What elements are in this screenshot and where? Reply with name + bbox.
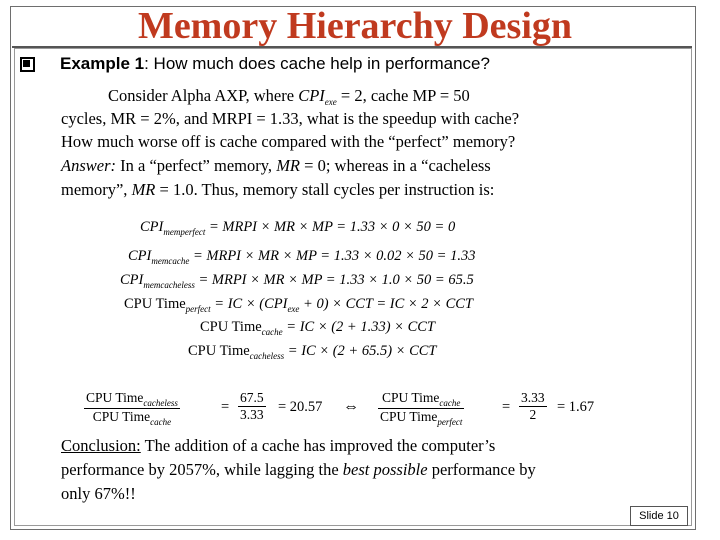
double-arrow-icon: ⇔ <box>343 398 359 415</box>
fraction-speedup-values: $\frac{67.5}{3.33}$ <box>240 390 264 422</box>
fraction-perfect-lhs: CPU Time$_{cache}$ CPU Time$_{perfect}$ <box>380 390 463 427</box>
equation-cpu-time-perfect: CPU Time$_{perfect}$ = IC × $(CPI_{exe} + 0)$ × CCT = IC × 2 × CCT <box>124 296 473 314</box>
slide-title: Memory Hierarchy Design <box>137 5 573 47</box>
example-heading <box>60 54 490 74</box>
fraction-perfect-values: $\frac{3.33}{2}$ <box>521 390 545 422</box>
conclusion-line-2: performance by 2057%, while lagging the best possible performance by <box>61 460 536 479</box>
equation-cpi-mem-cacheless: $CPI_{memcacheless}$ = MRPI × MR × MP = 1.33 × 1.0 × 50 = 65.5 <box>120 272 474 290</box>
body-line-4: Answer: In a “perfect” memory, MR = 0; whereas in a “cacheless <box>61 156 491 175</box>
fraction-speedup-result: = 20.57 <box>278 399 323 415</box>
conclusion-line-1: Conclusion: The addition of a cache has improved the computer’s <box>61 436 496 455</box>
fraction-equals-1: = <box>221 399 230 415</box>
square-bullet-icon <box>20 57 35 72</box>
fraction-speedup-lhs: CPU Time$_{cacheless}$ CPU Time$_{cache}$ <box>86 390 178 427</box>
equation-cpi-mem-cache: $CPI_{memcache}$ = MRPI × MR × MP = 1.33 × 0.02 × 50 = 1.33 <box>128 248 476 266</box>
equation-cpu-time-cache: CPU Time$_{cache}$ = IC × (2 + 1.33) × CCT <box>200 319 435 337</box>
slide-number-badge: Slide 10 <box>630 506 688 526</box>
conclusion-line-3: only 67%!! <box>61 484 136 503</box>
example-label: Example 1 <box>60 54 145 73</box>
equation-cpi-mem-perfect: $CPI_{memperfect}$ = MRPI × MR × MP = 1.33 × 0 × 50 = 0 <box>140 219 456 237</box>
equation-cpu-time-cacheless: CPU Time$_{cacheless}$ = IC × (2 + 65.5) × CCT <box>188 343 437 361</box>
fraction-perfect-result: = 1.67 <box>557 399 595 415</box>
body-line-5: memory”, MR = 1.0. Thus, memory stall cycles per instruction is: <box>61 180 495 199</box>
example-question: : How much does cache help in performance? <box>144 54 490 73</box>
body-line-1: Consider Alpha AXP, where $CPI_{exe} = 2$, cache MP = 50 <box>108 86 470 107</box>
fraction-equals-2: = <box>502 399 511 415</box>
body-line-3: How much worse off is cache compared with the “perfect” memory? <box>61 132 516 151</box>
body-line-2: cycles, MR = 2%, and MRPI = 1.33, what is the speedup with cache? <box>61 109 520 128</box>
